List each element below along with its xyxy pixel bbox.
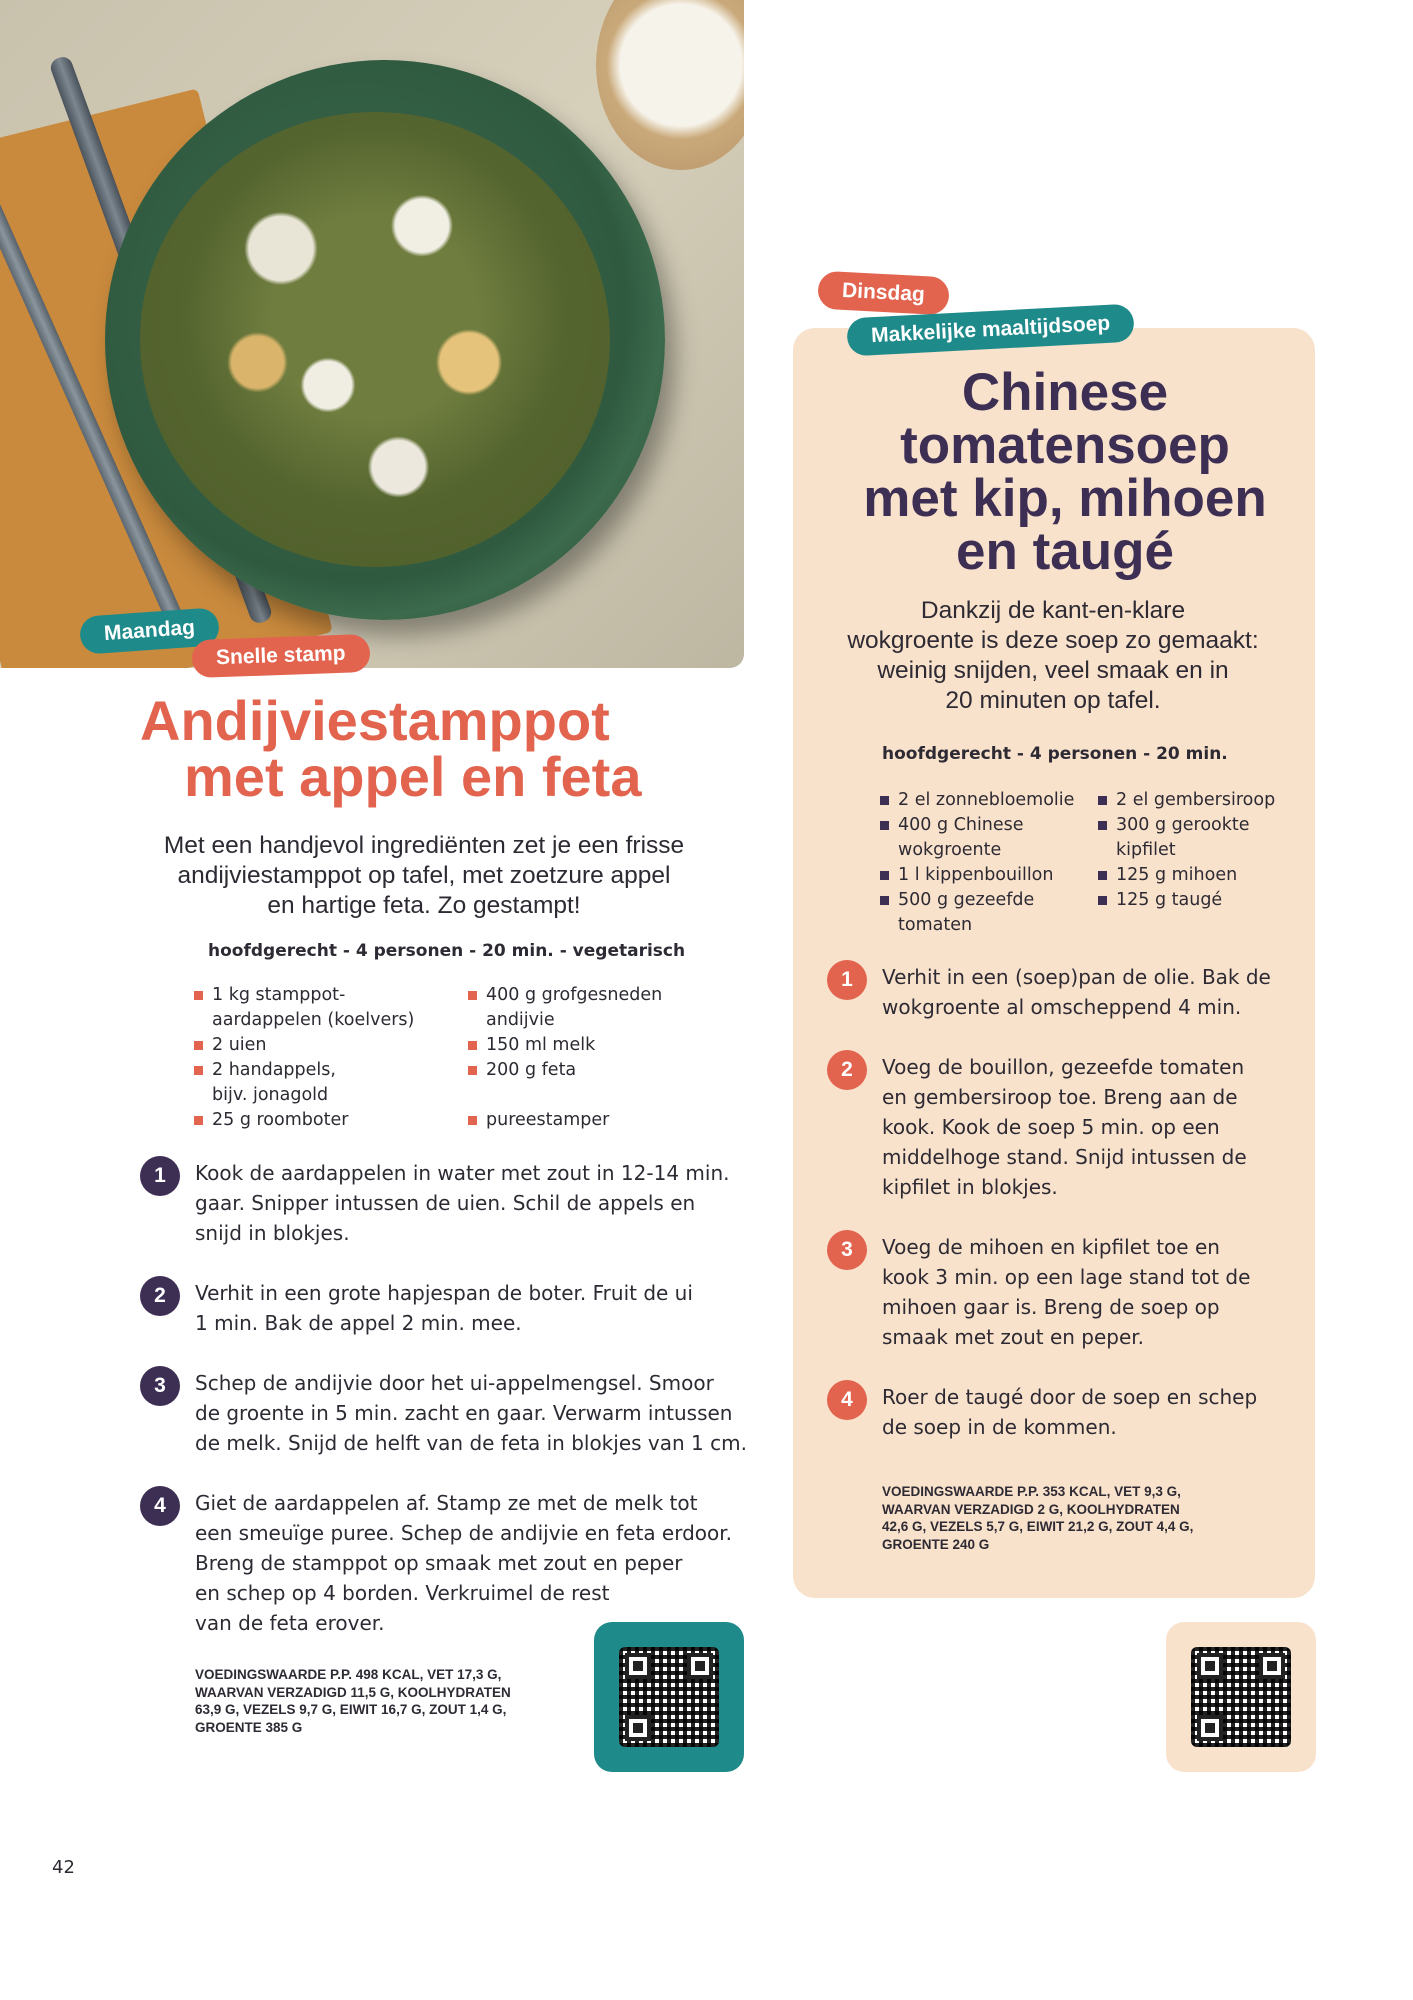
category-label-right: Makkelijke maaltijdsoep — [846, 304, 1135, 357]
ingredient-item: 300 g gerookte kipfilet — [1098, 813, 1250, 863]
intro-line: Dankzij de kant-en-klare — [920, 597, 1186, 624]
title-line: met kip, mihoen — [863, 469, 1267, 528]
intro-line: 20 minuten op tafel. — [945, 687, 1161, 714]
qr-code-icon[interactable] — [1191, 1647, 1291, 1747]
ingredient-item: 25 g roomboter — [194, 1108, 348, 1133]
intro-line: weinig snijden, veel smaak en in — [877, 657, 1229, 684]
step-number: 2 — [140, 1276, 180, 1316]
ingredient-item: 400 g Chinese wokgroente — [880, 813, 1024, 863]
ingredient-item: 1 kg stamppot- aardappelen (koelvers) — [194, 983, 414, 1033]
qr-code-icon[interactable] — [619, 1647, 719, 1747]
qr-code-box-right[interactable] — [1166, 1622, 1316, 1772]
step-number: 2 — [827, 1050, 867, 1090]
recipe-title-right — [800, 363, 1330, 581]
intro-line: en hartige feta. Zo gestampt! — [267, 892, 581, 919]
ingredient-item: 2 handappels, bijv. jonagold — [194, 1058, 336, 1108]
ingredient-item: 1 l kippenbouillon — [880, 863, 1053, 888]
ingredient-item: 200 g feta — [468, 1058, 576, 1083]
step-number: 1 — [140, 1156, 180, 1196]
title-line: tomatensoep — [900, 416, 1230, 475]
feta-bowl — [596, 0, 744, 170]
recipe-intro-right — [808, 596, 1298, 716]
ingredient-item: 125 g taugé — [1098, 888, 1222, 913]
recipe-title-left — [140, 689, 740, 808]
title-line: Chinese — [961, 363, 1169, 422]
ingredient-item: 500 g gezeefde tomaten — [880, 888, 1034, 938]
ingredient-item: 2 el zonnebloemolie — [880, 788, 1074, 813]
step-number: 1 — [827, 960, 867, 1000]
intro-line: Met een handjevol ingrediënten zet je een frisse — [163, 832, 685, 859]
category-label-left: Snelle stamp — [191, 634, 370, 678]
title-line: Andijviestamppot — [140, 689, 610, 752]
ingredient-item: 2 uien — [194, 1033, 267, 1058]
title-line: met appel en feta — [184, 745, 642, 808]
ingredient-item: 400 g grofgesneden andijvie — [468, 983, 662, 1033]
step-number: 4 — [140, 1486, 180, 1526]
ingredient-list-right — [880, 788, 1300, 938]
recipe-photo-andijviestamppot — [0, 0, 744, 668]
ingredient-item: 125 g mihoen — [1098, 863, 1237, 888]
step-number: 3 — [140, 1366, 180, 1406]
intro-line: wokgroente is deze soep zo gemaakt: — [847, 627, 1259, 654]
ingredient-item: 150 ml melk — [468, 1033, 595, 1058]
title-line: en taugé — [956, 522, 1174, 581]
stamppot-food — [140, 112, 610, 567]
recipe-meta-right: hoofdgerecht - 4 personen - 20 min. — [882, 744, 1228, 764]
ingredient-item: pureestamper — [468, 1108, 609, 1133]
recipe-meta-left: hoofdgerecht - 4 personen - 20 min. - vegetarisch — [208, 941, 686, 961]
step-number: 3 — [827, 1230, 867, 1270]
qr-code-box-left[interactable] — [594, 1622, 744, 1772]
page-number: 42 — [52, 1857, 75, 1878]
day-label-tuesday: Dinsdag — [817, 271, 950, 316]
ingredient-item: 2 el gembersiroop — [1098, 788, 1275, 813]
ingredient-list-left — [194, 983, 754, 1133]
recipe-intro-left — [124, 831, 724, 921]
day-label-monday: Maandag — [79, 607, 220, 655]
intro-line: andijviestamppot op tafel, met zoetzure appel — [177, 862, 671, 889]
step-number: 4 — [827, 1380, 867, 1420]
nutrition-left: VOEDINGSWAARDE P.P. 498 KCAL, VET 17,3 G, WAARVAN VERZADIGD 11,5 G, KOOLHYDRATEN 63,9 G, VEZELS 9,7 G, EIWIT 16,7 G, ZOUT 1,4 G, GROENTE 385 G — [195, 1667, 511, 1735]
nutrition-right: VOEDINGSWAARDE P.P. 353 KCAL, VET 9,3 G, WAARVAN VERZADIGD 2 G, KOOLHYDRATEN 42,6 G, VEZELS 5,7 G, EIWIT 21,2 G, ZOUT 4,4 G, GROENTE 240 G — [882, 1484, 1194, 1552]
